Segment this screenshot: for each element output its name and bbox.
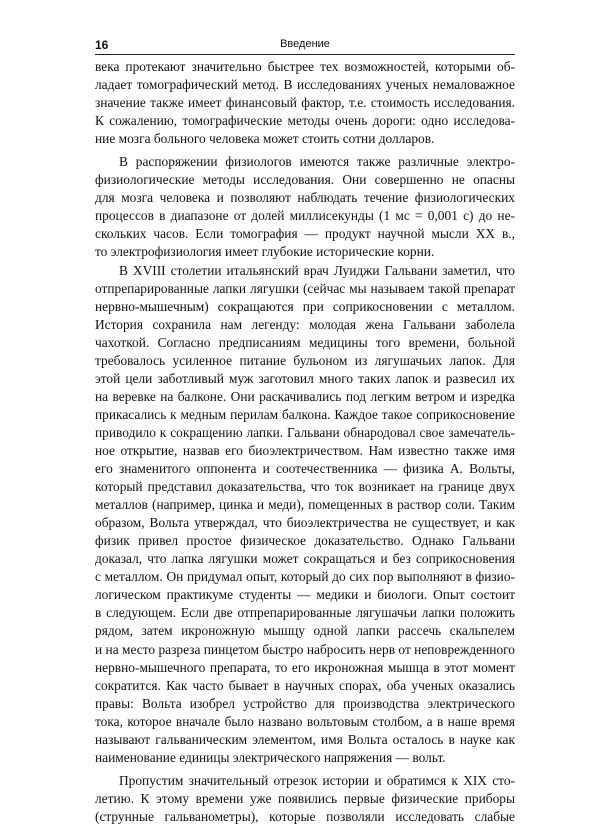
text-line: нервно-мышечным) сокращаются при соприкосновении с металлом. [95, 298, 515, 314]
text-line: прикасались к медным перилам балкона. Каждое такое соприкосновение [95, 406, 515, 422]
text-line: доказал, что лапка лягушки может сокращаться и без соприкосновения [95, 551, 515, 567]
text-line: на веревке на балконе. Они раскачивались под легким ветром и изредка [95, 388, 515, 404]
text-line: физик привел простое физическое доказательство. Однако Гальвани [95, 533, 515, 549]
text-line: этой цели заботливый муж заготовил много таких лапок и развесил их [95, 370, 515, 386]
text-line: сократится. Как часто бывает в научных спорах, оба ученых оказались [95, 677, 515, 693]
text-line: (струнные гальванометры), которые позволяли исследовать слабые [95, 808, 515, 824]
text-line: Пропустим значительный отрезок истории и обратимся к XIX сто- [119, 772, 515, 788]
text-line: тока, которое вначале было названо вольтовым столбом, а в наше время [95, 713, 515, 729]
page-number: 16 [95, 38, 109, 52]
text-line: значение также имеет финансовый фактор, т.е. стоимость исследования. [95, 95, 515, 111]
text-line: логическом практикуме студенты — медики и биологи. Опыт состоит [95, 587, 515, 603]
text-line: рядом, затем икроножную мышцу одной лапки рассечь скальпелем [95, 623, 515, 639]
text-line: наименование единицы электрического напряжения — вольт. [95, 749, 446, 765]
page-header [95, 36, 515, 54]
text-line: века протекают значительно быстрее тех возможностей, которыми об- [95, 59, 515, 74]
text-line: для мозга человека и позволяют наблюдать течение физиологических [95, 190, 515, 206]
text-line: ние мозга больного человека может стоить сотни долларов. [95, 131, 435, 147]
text-line: физиологические методы исследования. Они совершенно не опасны [95, 172, 515, 188]
text-line: чахоткой. Согласно предписаниям медицины того времени, больной [95, 334, 515, 350]
text-line: История сохранила нам легенду: молодая жена Гальвани заболела [95, 316, 515, 332]
text-line: который представил доказательства, что ток возникает на границе двух [95, 479, 515, 495]
body-text [95, 58, 515, 826]
text-line: требовалось усиленное питание бульоном из лягушачьих лапок. Для [95, 352, 515, 368]
running-head: Введение [280, 38, 330, 50]
text-line: процессов в диапазоне от долей миллисекунды (1 мс = 0,001 с) до не- [95, 208, 515, 224]
text-line: летию. К этому времени уже появились первые физические приборы [95, 790, 515, 806]
text-line: В XVIII столетии итальянский врач Луиджи Гальвани заметил, что [119, 262, 515, 278]
text-line: ладает томографический метод. В исследованиях ученых немаловажное [95, 77, 515, 93]
header-rule [95, 54, 515, 55]
text-line: то электрофизиология имеет глубокие исторические корни. [95, 244, 435, 260]
text-line: с металлом. Он придумал опыт, который до сих пор выполняют в физио- [95, 569, 515, 585]
text-line: отпрепарированные лапки лягушки (сейчас мы называем такой препарат [95, 280, 515, 296]
text-line: образом, Вольта утверждал, что биоэлектричества не существует, и как [95, 515, 515, 531]
text-line: К сожалению, томографические методы очень дороги: одно исследова- [95, 113, 515, 129]
text-line: называют гальваническим элементом, имя Вольта осталось в науке как [95, 731, 515, 747]
text-line: В распоряжении физиологов имеются также различные электро- [119, 154, 515, 170]
text-line: и на место разреза пинцетом быстро набросить нерв от неповрежденного [95, 641, 515, 657]
text-line: нервно-мышечного препарата, то его икроножная мышца в этот момент [95, 659, 515, 675]
text-line: приводило к сокращению лапки. Гальвани обнародовал свое замечатель- [95, 424, 515, 440]
text-line: правы: Вольта изобрел устройство для производства электрического [95, 695, 515, 711]
text-line: ное открытие, назвав его биоэлектричеством. Нам известно также имя [95, 442, 515, 458]
text-line: его знаменитого оппонента и соотечественника — физика А. Вольты, [95, 461, 515, 477]
text-line: металлов (например, цинка и меди), помещенных в раствор соли. Таким [95, 497, 515, 513]
text-line: скольких часов. Если томография — продукт научной мысли XX в., [95, 226, 515, 242]
text-line: в следующем. Если две отпрепарированные лягушачьи лапки положить [95, 605, 515, 621]
